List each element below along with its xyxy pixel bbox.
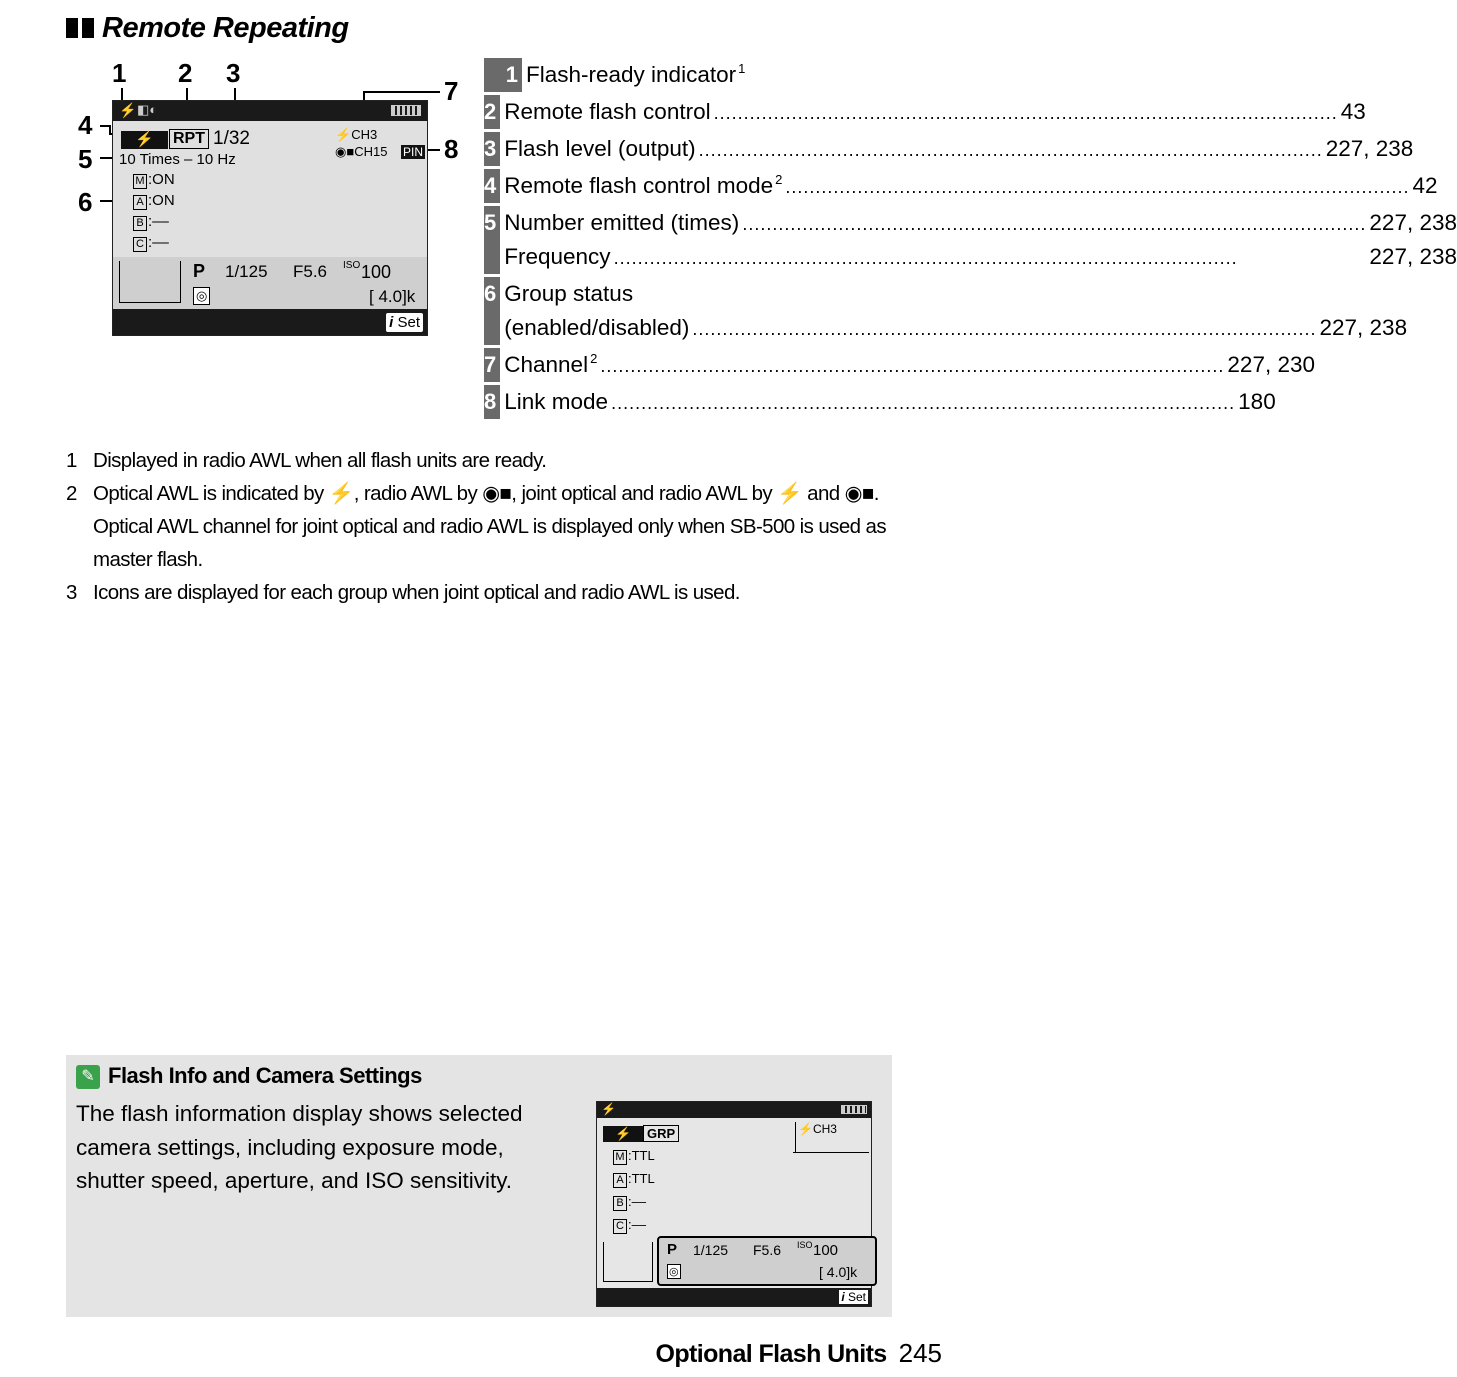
frames-remaining: [ 4.0]k: [369, 287, 416, 306]
callout-6: 6: [78, 187, 93, 217]
reference-body: [500, 348, 1315, 382]
group-c: C :––: [133, 234, 169, 252]
remote-flash-mode-icon: ⚡: [603, 1126, 643, 1142]
optical-awl-icon: ⚡: [328, 482, 354, 505]
flash-bracket-icon: [119, 261, 181, 303]
leader-dots: [692, 312, 1316, 346]
iso-value: 100: [813, 1242, 839, 1259]
group-m: M :ON: [133, 171, 175, 189]
tip-text: The flash information display shows selected camera settings, including exposure mode, shutter speed, aperture, and ISO sensitivity.: [76, 1101, 523, 1193]
leader-dots: [699, 133, 1323, 167]
iso-value: 100: [361, 262, 392, 282]
callout-2: 2: [178, 58, 193, 88]
exposure-mode: P: [667, 1241, 678, 1258]
callout-8: 8: [444, 134, 459, 164]
reference-number: 8: [484, 385, 500, 419]
reference-number: 2: [484, 95, 500, 129]
footnote-2: 2 Optical AWL is indicated by ⚡, radio AWL by ◉■, joint optical and radio AWL by ⚡ and ◉■. Optical AWL channel for joint optical and radio AWL is displayed only when SB-500 is used as master flash.: [66, 477, 896, 576]
reference-line: [504, 95, 1366, 129]
footnote-ref: 2: [590, 351, 598, 366]
reference-body: [522, 58, 892, 92]
reference-body: [500, 95, 1366, 129]
mini-top-bar: [597, 1102, 871, 1118]
shutter-speed: 1/125: [225, 262, 268, 281]
section-heading: [66, 10, 349, 46]
reference-number: 5: [484, 206, 500, 274]
camera-settings-band: [113, 257, 427, 309]
reference-number: 3: [484, 132, 500, 166]
leader-dots: [614, 241, 1367, 275]
reference-page[interactable]: 227, 238: [1325, 136, 1414, 161]
reference-label: Remote flash control: [504, 99, 711, 124]
channel-label: ⚡CH3: [795, 1122, 837, 1152]
section-title: Remote Repeating: [102, 11, 349, 44]
iso-label: ISO: [343, 260, 361, 271]
callout-7: 7: [444, 76, 459, 106]
reference-page[interactable]: 43: [1340, 99, 1366, 124]
flash-level: 1/32: [213, 128, 250, 149]
reference-line: [504, 348, 1315, 382]
reference-label: Number emitted (times): [504, 210, 740, 235]
reference-body: [500, 277, 1407, 345]
reference-row: [484, 95, 1366, 129]
tip-title: Flash Info and Camera Settings: [108, 1063, 422, 1088]
footnotes: [66, 444, 896, 609]
channel-box-line: [793, 1152, 869, 1153]
reference-row: [484, 277, 1408, 345]
flash-ready-icon: ⚡: [601, 1102, 616, 1116]
reference-line: [504, 277, 1407, 311]
exposure-mode: P: [193, 261, 206, 281]
radio-awl-icon: ◉■: [844, 482, 874, 505]
footnote-3: 3 Icons are displayed for each group when joint optical and radio AWL is used.: [66, 581, 740, 604]
optical-awl-icon: ⚡: [777, 482, 803, 505]
metering-icon: ◎: [669, 1266, 679, 1278]
reference-row: [484, 169, 1438, 203]
radio-awl-icon: ◉■: [482, 482, 512, 505]
mini-bottom-bar: [597, 1288, 871, 1306]
shutter-speed: 1/125: [693, 1242, 729, 1258]
section-marker-icon: [66, 18, 94, 38]
reference-label: Link mode: [504, 389, 609, 414]
metering-icon: ◎: [193, 287, 210, 305]
reference-label: Channel $^2$: [504, 351, 598, 377]
flash-bracket-icon: [603, 1242, 653, 1282]
pencil-icon: ✎: [76, 1065, 100, 1089]
reference-line: [526, 58, 892, 92]
channel-radio: ◉■CH15: [335, 144, 388, 159]
reference-page[interactable]: 227, 238: [1369, 244, 1457, 269]
leader-dots: [714, 96, 1338, 130]
reference-line: [504, 240, 1457, 274]
flash-ready-icon: ⚡: [119, 102, 137, 118]
reference-label: (enabled/disabled): [504, 315, 690, 340]
iso-label: ISO: [797, 1240, 813, 1250]
aperture: F5.6: [293, 262, 328, 281]
reference-table: [484, 58, 1457, 422]
reference-row: [484, 58, 892, 92]
reference-page[interactable]: 180: [1238, 389, 1276, 414]
callout-1: 1: [112, 58, 127, 88]
reference-body: [500, 169, 1437, 203]
reference-page[interactable]: 227, 238: [1319, 315, 1408, 340]
reference-number: 1: [484, 58, 522, 92]
set-button[interactable]: i Set: [386, 313, 423, 332]
reference-number: 7: [484, 348, 500, 382]
reference-row: [484, 132, 1414, 166]
frames-remaining: [ 4.0]k: [819, 1264, 858, 1280]
remote-icon: ◧◐: [137, 102, 158, 117]
screen-top-bar: [113, 101, 427, 121]
group-a: A :TTL: [613, 1171, 655, 1188]
group-a: A :ON: [133, 192, 175, 210]
reference-number: 4: [484, 169, 500, 203]
group-b: B :––: [613, 1194, 646, 1211]
page-footer: [656, 1338, 942, 1369]
info-icon: i: [841, 1290, 848, 1304]
reference-line: [504, 311, 1407, 345]
group-m: M :TTL: [613, 1148, 655, 1165]
footnote-1: 1 Displayed in radio AWL when all flash units are ready.: [66, 449, 547, 472]
footnote-ref: 1: [738, 61, 746, 76]
reference-row: [484, 348, 1316, 382]
leader-dots: [600, 349, 1224, 383]
callout-3: 3: [226, 58, 241, 88]
group-c: C :––: [613, 1217, 646, 1234]
set-button[interactable]: i Set: [841, 1290, 866, 1304]
leader-dots: [785, 170, 1409, 204]
link-mode-badge: PIN: [403, 145, 424, 159]
channel-optical: ⚡CH3: [335, 127, 378, 142]
callout-4: 4: [78, 110, 93, 140]
info-icon: i: [389, 314, 398, 331]
footer-section-title: Optional Flash Units: [655, 1340, 887, 1368]
reference-body: [500, 385, 1275, 419]
reference-body: [500, 206, 1457, 274]
reference-page[interactable]: 227, 238: [1369, 210, 1457, 235]
screen-bottom-bar: [113, 309, 427, 335]
remote-flash-mode-icon: ⚡: [121, 131, 168, 149]
reference-row: [484, 385, 1276, 419]
tip-box: [66, 1055, 892, 1317]
battery-icon: [841, 1105, 867, 1114]
page-number: 245: [898, 1338, 942, 1368]
reference-line: [504, 385, 1275, 419]
reference-body: [500, 132, 1413, 166]
reference-label: Flash-ready indicator $^1$: [526, 61, 746, 87]
group-b: B :––: [133, 213, 169, 231]
reference-line: [504, 132, 1413, 166]
times-frequency: 10 Times – 10 Hz: [119, 151, 236, 168]
battery-icon: [391, 105, 421, 116]
leader-dots: [742, 207, 1366, 241]
leader-dots: [611, 386, 1235, 420]
rpt-badge: RPT: [169, 129, 209, 149]
callout-5: 5: [78, 144, 93, 174]
footnote-ref: 2: [775, 172, 783, 187]
reference-page[interactable]: 42: [1412, 173, 1438, 198]
reference-line: [504, 169, 1437, 203]
reference-row: [484, 206, 1457, 274]
reference-page[interactable]: 227, 230: [1227, 352, 1316, 377]
reference-label: Frequency: [504, 244, 611, 269]
reference-label: Flash level (output): [504, 136, 696, 161]
mini-flash-info-screen: [596, 1101, 872, 1307]
camera-settings-highlight: [657, 1236, 877, 1286]
flash-info-screen: [112, 100, 428, 336]
reference-number: 6: [484, 277, 500, 345]
reference-label: Remote flash control mode $^2$: [504, 172, 783, 198]
grp-badge: GRP: [643, 1125, 679, 1142]
reference-line: [504, 206, 1457, 240]
reference-label: Group status: [504, 281, 634, 306]
aperture: F5.6: [753, 1242, 782, 1258]
